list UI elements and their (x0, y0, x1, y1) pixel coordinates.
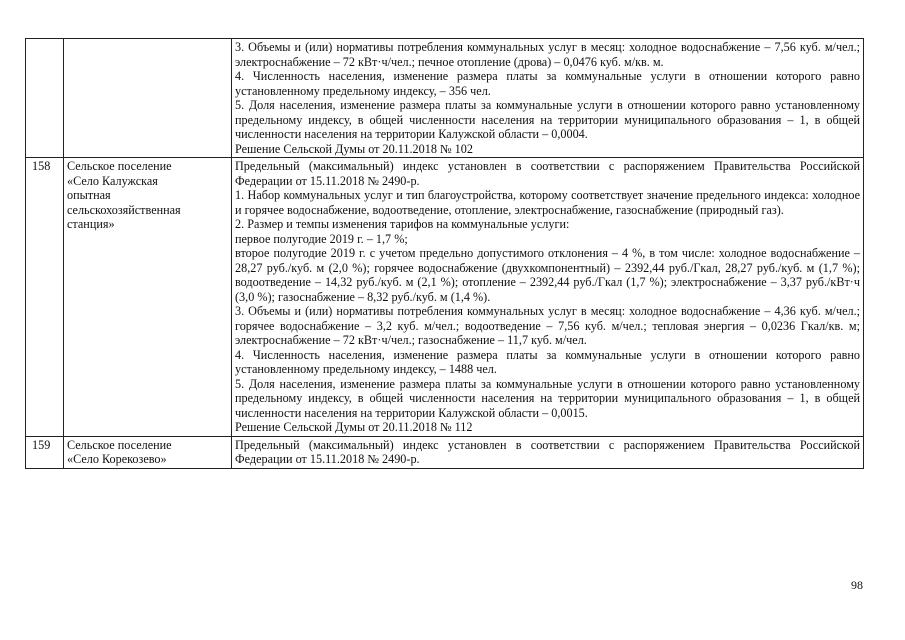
settlement-name-line (67, 40, 228, 55)
description-paragraph: 5. Доля населения, изменение размера платы за коммунальные услуги в отношении которого равно установленному предельному индексу, в общей численности населения на территории муниципального образования – 1, в общей численности населения на территории Калужской области – 0,0004. (235, 98, 860, 141)
row-number-cell (26, 39, 64, 158)
settlement-name-cell (64, 436, 232, 468)
settlement-name-line: Сельское поселение (67, 437, 172, 452)
settlement-name-line: «Село Калужская (67, 173, 158, 188)
settlement-name-cell (64, 39, 232, 158)
index-description-cell (232, 158, 864, 437)
table-row (26, 436, 864, 468)
index-description-cell (232, 39, 864, 158)
index-description-cell (232, 436, 864, 468)
municipal-index-table (25, 38, 864, 469)
description-paragraph: второе полугодие 2019 г. с учетом предельно допустимого отклонения – 4 %, в том числе: холодное водоснабжение – 28,27 руб./куб. м (2,0 %); горячее водоснабжение (двухкомпонентный) – 2392,44 руб./Гкал, 28,27 руб./куб. м (1,7 %); водоотведение – 14,32 руб./куб. м (2,1 %); отопление – 2392,44 руб./Гкал (1,7 %); электроснабжение – 3,37 руб./кВт·ч (3,0 %); газоснабжение – 8,32 руб./куб. м (1,4 %). (235, 246, 860, 304)
description-paragraph: 1. Набор коммунальных услуг и тип благоустройства, которому соответствует значение предельного индекса: холодное и горячее водоснабжение, водоотведение, отопление, электроснабжение, газоснабжение (природный газ). (235, 188, 860, 217)
row-number-cell: 159 (26, 436, 64, 468)
table-row (26, 158, 864, 437)
description-paragraph: Предельный (максимальный) индекс установлен в соответствии с распоряжением Правительства Российской Федерации от 15.11.2018 № 2490-р. (235, 159, 860, 188)
settlement-name-line: опытная (67, 188, 111, 202)
settlement-name-line: станция» (67, 217, 115, 231)
description-paragraph: 4. Численность населения, изменение размера платы за коммунальные услуги в отношении которого равно установленному предельному индексу, – 356 чел. (235, 69, 860, 98)
description-paragraph: 2. Размер и темпы изменения тарифов на коммунальные услуги: (235, 217, 570, 231)
description-paragraph: 4. Численность населения, изменение размера платы за коммунальные услуги в отношении которого равно установленному предельному индексу, – 1488 чел. (235, 347, 860, 376)
description-paragraph: 3. Объемы и (или) нормативы потребления коммунальных услуг в месяц: холодное водоснабжение – 4,36 куб. м/чел.; горячее водоснабжение – 3,2 куб. м/чел.; водоотведение – 7,56 куб. м/чел.; тепловая энергия – 0,0236 Гкал/кв. м; электроснабжение – 72 кВт·ч/чел.; газоснабжение – 11,7 куб. м/чел. (235, 304, 860, 347)
settlement-name-line: Сельское поселение (67, 159, 172, 173)
description-paragraph: 5. Доля населения, изменение размера платы за коммунальные услуги в отношении которого равно установленному предельному индексу, в общей численности населения на территории муниципального образования – 1, в общей численности населения на территории Калужской области – 0,0015. (235, 376, 860, 420)
settlement-name-line: «Село Корекозево» (67, 452, 167, 466)
description-paragraph: 3. Объемы и (или) нормативы потребления коммунальных услуг в месяц: холодное водоснабжение – 7,56 куб. м/чел.; электроснабжение – 72 кВт·ч/чел.; печное отопление (дрова) – 0,0476 куб. м/кв. м. (235, 40, 860, 69)
description-paragraph: Решение Сельской Думы от 20.11.2018 № 102 (235, 141, 473, 156)
table-row (26, 39, 864, 158)
description-paragraph: Предельный (максимальный) индекс установлен в соответствии с распоряжением Правительства Российской Федерации от 15.11.2018 № 2490-р. (235, 437, 860, 466)
settlement-name-line (67, 84, 228, 99)
settlement-name-line (67, 55, 228, 70)
settlement-name-cell (64, 158, 232, 437)
description-paragraph: Решение Сельской Думы от 20.11.2018 № 112 (235, 420, 473, 434)
page-number: 98 (851, 578, 863, 592)
settlement-name-line: сельскохозяйственная (67, 202, 181, 217)
settlement-name-line (67, 69, 228, 84)
row-number-cell: 158 (26, 158, 64, 437)
description-paragraph: первое полугодие 2019 г. – 1,7 %; (235, 231, 408, 246)
